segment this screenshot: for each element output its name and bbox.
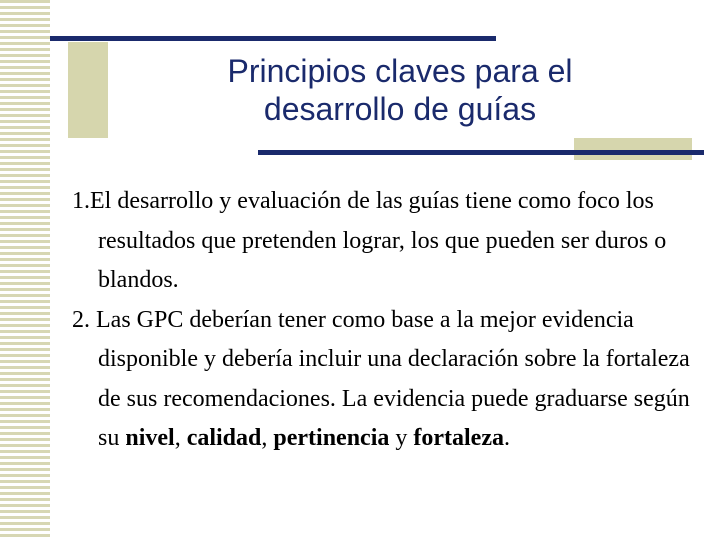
olive-block-top <box>68 42 108 138</box>
period: . <box>503 425 510 451</box>
slide-title <box>120 52 680 128</box>
separator: y <box>389 425 414 451</box>
term-calidad: calidad <box>186 425 262 451</box>
term-pertinencia: pertinencia <box>273 425 390 451</box>
term-nivel: nivel <box>125 425 175 451</box>
slide-title-line-1: Principios claves para el <box>227 53 573 89</box>
separator: , <box>174 425 187 451</box>
separator: , <box>261 425 274 451</box>
navy-line-top <box>50 36 496 41</box>
slide-title-line-2: desarrollo de guías <box>263 91 537 127</box>
navy-line-bottom <box>258 150 704 155</box>
olive-block-bottom <box>574 138 692 160</box>
point-1: 1.El desarrollo y evaluación de las guías tiene como foco los resultados que pretenden lograr, los que pueden ser duros o blandos. <box>72 188 667 293</box>
slide-body <box>72 182 702 459</box>
left-striped-bar <box>0 0 50 540</box>
term-fortaleza: fortaleza <box>413 425 504 451</box>
point-2 <box>72 301 702 459</box>
point-2-text: 2. Las GPC deberían tener como base a la mejor evidencia disponible y debería incluir una declaración sobre la fortaleza de sus recomendaciones. La evidencia puede graduarse según su <box>72 306 690 451</box>
